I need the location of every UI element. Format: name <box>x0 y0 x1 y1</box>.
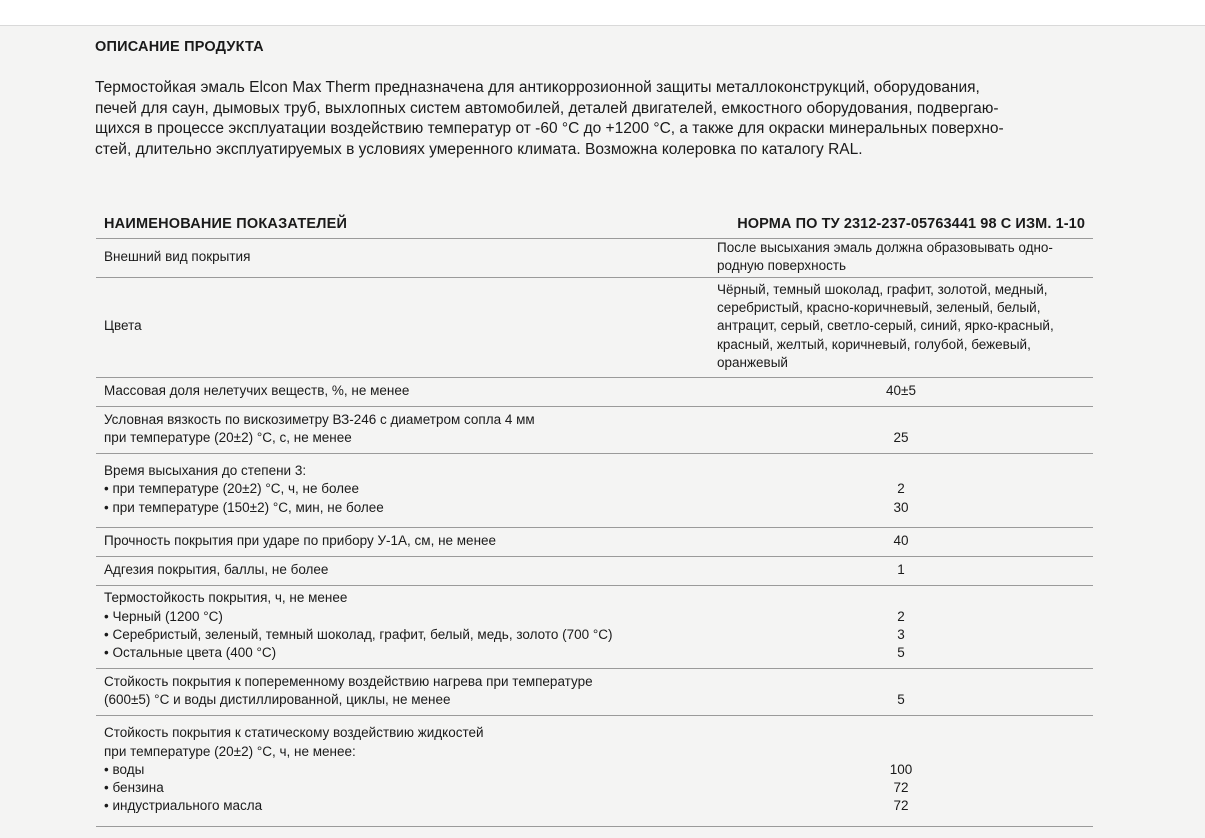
row-label-line: (600±5) °С и воды дистиллированной, циклы, не менее <box>104 691 451 707</box>
table-row <box>96 239 1093 278</box>
row-label-line: Массовая доля нелетучих веществ, %, не менее <box>104 382 410 398</box>
row-norm-value <box>796 532 1006 550</box>
top-bar <box>0 0 1205 26</box>
row-label-line: Условная вязкость по вискозиметру ВЗ-246 с диаметром сопла 4 мм <box>104 411 535 427</box>
row-label <box>104 589 704 662</box>
row-label <box>104 411 704 448</box>
row-norm-value-line: 72 <box>893 798 909 814</box>
table-row <box>96 557 1093 586</box>
table-row <box>96 378 1093 407</box>
row-label-line: при температуре (20±2) °С, с, не менее <box>104 429 352 445</box>
row-norm-value-line: 5 <box>897 691 905 707</box>
row-norm-value <box>796 411 1006 448</box>
row-label <box>104 317 704 335</box>
row-norm-value-line: 40±5 <box>886 382 916 398</box>
row-norm-value-line <box>796 589 1006 607</box>
row-label <box>104 462 704 517</box>
product-description-panel <box>0 26 1205 838</box>
row-norm-value-line: 30 <box>893 499 909 515</box>
row-norm-line: красный, желтый, коричневый, голубой, бежевый, <box>717 336 1031 352</box>
table-header <box>96 212 1093 239</box>
row-label-line: при температуре (20±2) °С, ч, не менее: <box>104 743 356 759</box>
row-norm-line: родную поверхность <box>717 258 847 273</box>
row-label <box>104 382 704 400</box>
row-norm-value-line: 3 <box>897 626 905 642</box>
row-norm-value-line <box>796 724 1006 742</box>
table-row <box>96 716 1093 827</box>
row-norm-value <box>796 589 1006 662</box>
row-label-line: • бензина <box>104 780 164 796</box>
row-norm-line: оранжевый <box>717 354 788 370</box>
row-norm-value-line: 40 <box>893 532 909 548</box>
row-label-line: Адгезия покрытия, баллы, не более <box>104 561 329 577</box>
row-norm-value-line: 1 <box>897 561 905 577</box>
row-norm-value <box>796 462 1006 517</box>
table-row <box>96 669 1093 716</box>
row-label <box>104 532 704 550</box>
row-label <box>104 561 704 579</box>
row-label-line: • индустриального масла <box>104 798 263 814</box>
row-label-line: Цвета <box>104 318 142 334</box>
row-label-line: Время высыхания до степени 3: <box>104 463 307 479</box>
row-label-line: • Остальные цвета (400 °С) <box>104 645 277 661</box>
row-norm-line: Чёрный, темный шоколад, графит, золотой, медный, <box>717 281 1048 297</box>
header-name-column: НАИМЕНОВАНИЕ ПОКАЗАТЕЛЕЙ <box>104 216 348 232</box>
row-norm-text <box>717 239 1087 276</box>
specifications-table <box>96 212 1093 827</box>
row-label <box>104 673 704 710</box>
description-line: печей для саун, дымовых труб, выхлопных систем автомобилей, деталей двигателей, емкостного оборудования, подвергаю- <box>95 99 999 117</box>
table-row <box>96 454 1093 528</box>
row-norm-value-line <box>796 411 1006 429</box>
row-label <box>104 724 704 815</box>
row-norm-value-line: 2 <box>897 481 905 497</box>
row-label-line: • воды <box>104 761 145 777</box>
product-description <box>95 78 1105 160</box>
row-norm-value <box>796 382 1006 400</box>
row-label-line: Внешний вид покрытия <box>104 248 251 264</box>
row-norm-value-line: 72 <box>893 780 909 796</box>
row-label-line: Стойкость покрытия к попеременному воздействию нагрева при температуре <box>104 673 593 689</box>
row-label <box>104 248 704 266</box>
row-norm-value-line: 25 <box>893 429 909 445</box>
section-title: ОПИСАНИЕ ПРОДУКТА <box>95 39 264 55</box>
row-norm-value-line <box>796 743 1006 761</box>
row-norm-value-line <box>796 673 1006 691</box>
table-row <box>96 278 1093 378</box>
row-norm-line: После высыхания эмаль должна образовывать одно- <box>717 239 1053 255</box>
row-norm-line: антрацит, серый, светло-серый, синий, ярко-красный, <box>717 318 1054 334</box>
row-label-line: • при температуре (150±2) °С, мин, не более <box>104 499 384 515</box>
row-label-line: • при температуре (20±2) °С, ч, не более <box>104 481 360 497</box>
row-label-line: • Черный (1200 °С) <box>104 608 223 624</box>
row-label-line: Термостойкость покрытия, ч, не менее <box>104 590 348 606</box>
description-line: щихся в процессе эксплуатации воздействию температур от -60 °С до +1200 °С, а также для окраски минеральных поверхно- <box>95 120 1004 137</box>
row-norm-value <box>796 724 1006 815</box>
description-line: Термостойкая эмаль Elcon Max Therm предназначена для антикоррозионной защиты металлоконструкций, оборудования, <box>95 79 980 96</box>
table-body <box>96 239 1093 827</box>
description-line: стей, длительно эксплуатируемых в условиях умеренного климата. Возможна колеровка по каталогу RAL. <box>95 140 863 158</box>
table-row <box>96 528 1093 557</box>
row-label-line: Стойкость покрытия к статическому воздействию жидкостей <box>104 725 484 741</box>
header-norm-column: НОРМА ПО ТУ 2312-237-05763441 98 С ИЗМ. 1-10 <box>737 216 1085 232</box>
row-label-line: Прочность покрытия при ударе по прибору У-1А, см, не менее <box>104 532 497 548</box>
row-norm-text <box>717 281 1087 372</box>
row-norm-value <box>796 673 1006 710</box>
row-norm-value-line: 100 <box>889 761 913 777</box>
row-label-line: • Серебристый, зеленый, темный шоколад, графит, белый, медь, золото (700 °С) <box>104 626 613 642</box>
row-norm-value-line <box>796 462 1006 480</box>
table-row <box>96 407 1093 454</box>
row-norm-line: серебристый, красно-коричневый, зеленый, белый, <box>717 300 1041 316</box>
row-norm-value-line: 5 <box>897 645 905 661</box>
row-norm-value <box>796 561 1006 579</box>
table-row <box>96 586 1093 669</box>
row-norm-value-line: 2 <box>897 608 905 624</box>
